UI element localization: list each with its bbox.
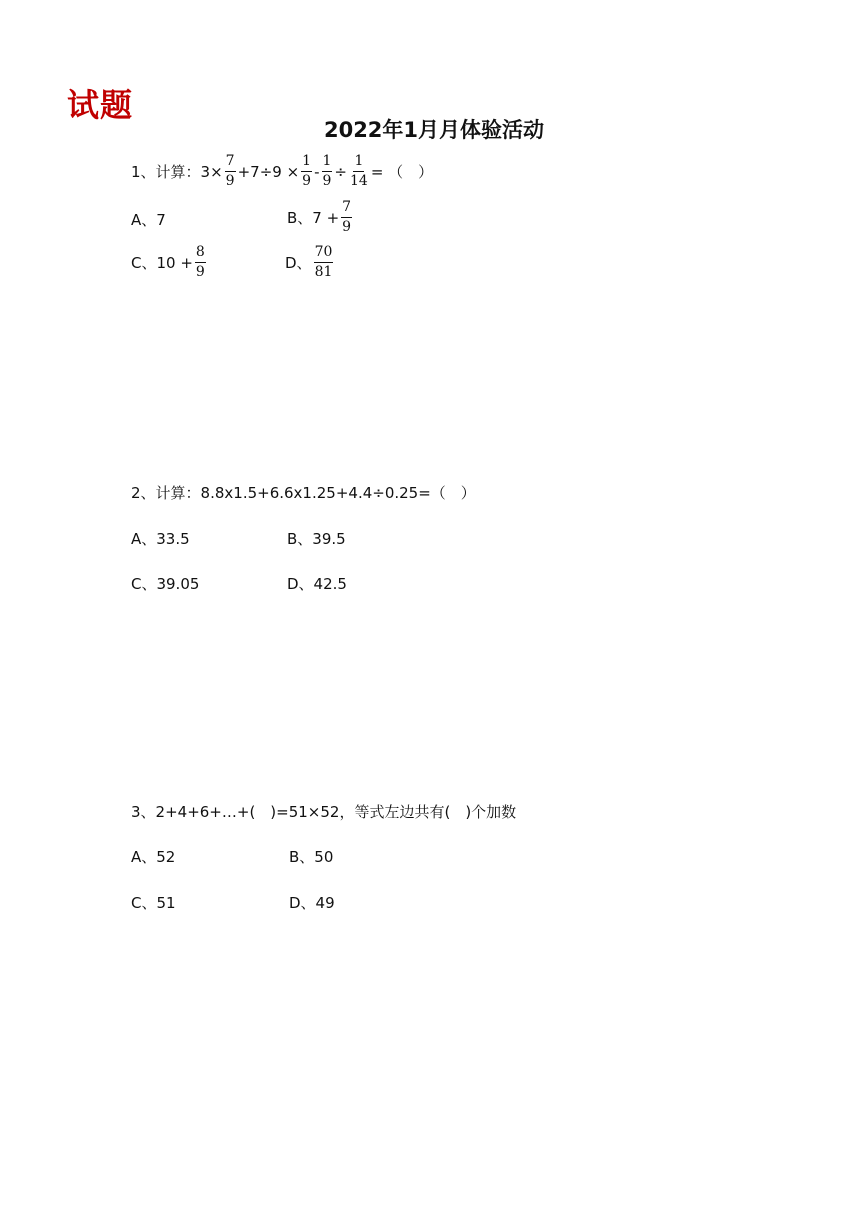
q1-frac-0: [225, 152, 236, 191]
q1-frac-1: [301, 152, 312, 191]
q1-option-b-frac: [341, 198, 352, 237]
q1-option-d-frac: [314, 243, 334, 282]
q1-option-b-label: B、7 +: [287, 209, 340, 227]
q1-option-c-frac: [195, 243, 206, 282]
fraction-denominator: 9: [225, 173, 235, 189]
q3-option-a: A、52: [131, 848, 176, 866]
question-2: 2、计算：8.8x1.5+6.6x1.25+4.4÷0.25=（ ）: [131, 484, 476, 502]
q2-option-c: C、39.05: [131, 575, 200, 593]
q2-option-a: A、33.5: [131, 530, 190, 548]
fraction-denominator: 9: [342, 219, 352, 235]
fraction-denominator: 81: [314, 264, 333, 280]
q1-part-1: +7÷9 ×: [237, 162, 300, 181]
q1-prefix: 1、计算：: [131, 163, 201, 181]
q1-frac-3: [349, 152, 369, 191]
q1-frac-2: [322, 152, 333, 191]
fraction-numerator: 70: [314, 243, 334, 263]
q1-part-0: 3×: [200, 162, 223, 181]
q3-option-c: C、51: [131, 894, 176, 912]
q1-option-c-label: C、10 +: [131, 254, 193, 272]
question-1: [131, 152, 433, 191]
q1-part-2: -: [314, 162, 320, 181]
q3-option-b: B、50: [289, 848, 334, 866]
page-title: 2022年1月月体验活动: [323, 118, 545, 142]
q2-option-b: B、39.5: [287, 530, 346, 548]
fraction-denominator: 14: [350, 173, 368, 189]
question-3: 3、2+4+6+…+( )=51×52，等式左边共有( )个加数: [131, 803, 517, 821]
fraction-numerator: 1: [322, 152, 333, 172]
exam-tag: 试题: [67, 86, 134, 124]
fraction-numerator: 1: [301, 152, 312, 172]
fraction-denominator: 9: [302, 173, 312, 189]
q1-option-c: [131, 243, 208, 282]
fraction-numerator: 7: [225, 152, 236, 172]
q2-option-d: D、42.5: [287, 575, 347, 593]
fraction-denominator: 9: [195, 264, 205, 280]
q1-option-d: [285, 243, 335, 282]
fraction-numerator: 7: [341, 198, 352, 218]
q1-part-3: ÷: [334, 162, 347, 181]
fraction-denominator: 9: [322, 173, 332, 189]
q3-option-d: D、49: [289, 894, 335, 912]
q1-option-d-label: D、: [285, 254, 312, 272]
fraction-numerator: 8: [195, 243, 206, 263]
q1-part-4: = （ ）: [370, 163, 434, 181]
fraction-numerator: 1: [353, 152, 364, 172]
q1-option-a: A、7: [131, 211, 166, 229]
q1-option-b: [287, 198, 354, 237]
